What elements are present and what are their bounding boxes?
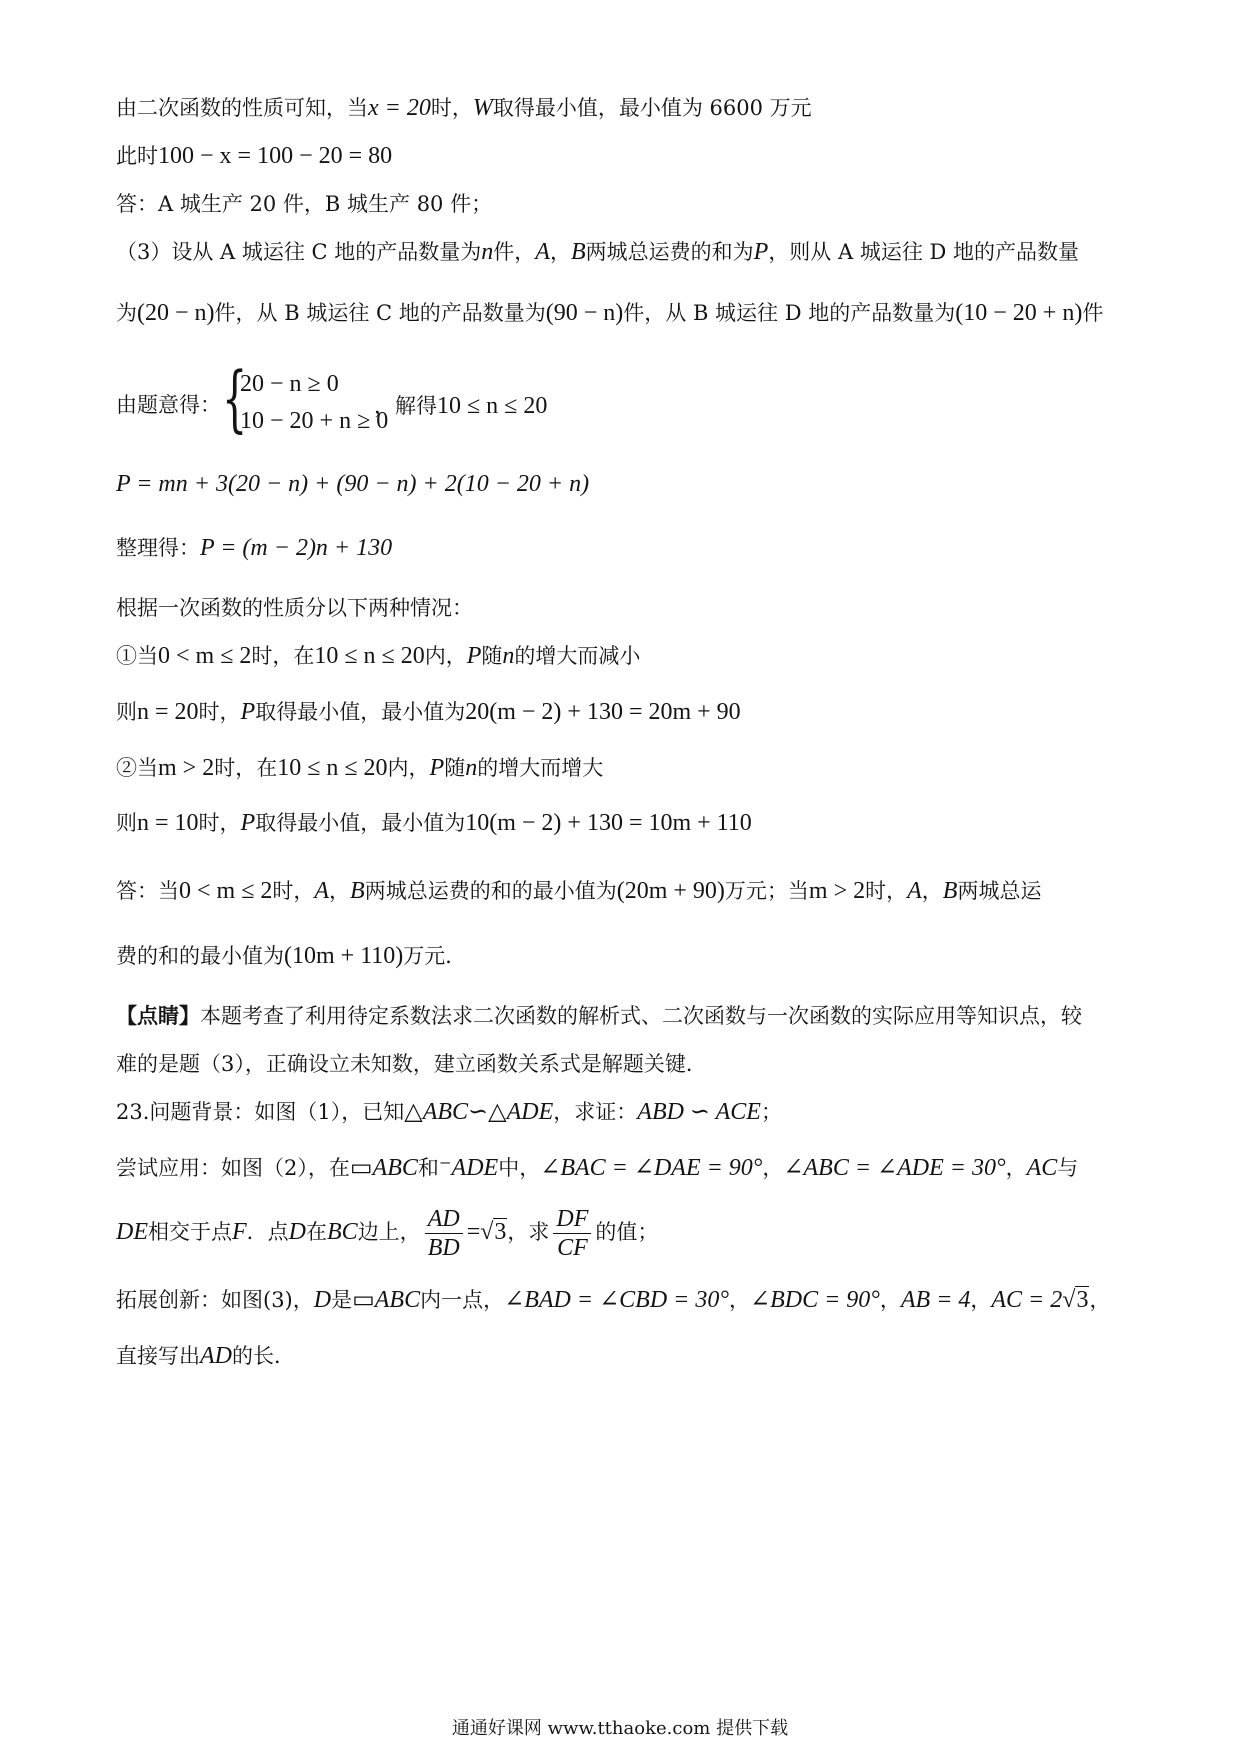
math: ABD ∽ ACE (637, 1099, 761, 1125)
text: （3）设从 A 城运往 C 地的产品数量为 (116, 240, 482, 264)
text: 随 (481, 644, 503, 668)
text: 件，从 B 城运往 C 地的产品数量为 (214, 301, 546, 325)
math: ∠BAD = ∠CBD = 30° (504, 1287, 729, 1313)
text: 万元；当 (724, 879, 809, 903)
math: n = 20 (137, 699, 199, 725)
text: 两城总运费的和为 (585, 240, 754, 264)
text: 为 (116, 301, 137, 325)
page-footer: 通通好课网 www.tthaoke.com 提供下载 (451, 1718, 789, 1739)
math: = (466, 1219, 481, 1245)
text-line (116, 298, 1103, 328)
math: (20 − n) (137, 300, 215, 326)
math: m > 2 (158, 755, 215, 781)
math: ▭ABC (349, 1155, 418, 1181)
text-line (116, 1341, 295, 1371)
math: m > 2 (808, 878, 866, 904)
text: 两城总运费的和的最小值为 (364, 879, 617, 903)
text: 和 (417, 1156, 439, 1180)
text: 内， (424, 644, 467, 668)
text-line (116, 753, 603, 783)
text: ，求 (507, 1220, 550, 1244)
text: 相交于点 (148, 1220, 232, 1244)
math: P (240, 699, 256, 725)
text-line (116, 141, 392, 171)
math: n (502, 643, 515, 669)
math: B (570, 239, 586, 265)
math: 10 ≤ n ≤ 20 (314, 643, 425, 669)
text: ， (549, 240, 571, 264)
text: ， (1089, 1288, 1111, 1312)
text: 随 (444, 756, 466, 780)
text: 的值； (595, 1220, 659, 1244)
text-line (116, 189, 492, 219)
math: AD (200, 1343, 232, 1369)
math: D (313, 1287, 332, 1313)
text: 时， (272, 879, 315, 903)
math: n (481, 239, 494, 265)
radicand: 3 (1076, 1287, 1089, 1313)
math: F (232, 1219, 247, 1245)
math: △ABC∽△ADE (404, 1099, 554, 1125)
text: ，则从 A 城运往 D 地的产品数量 (768, 240, 1080, 264)
text-line (116, 641, 640, 671)
text: 件， (493, 240, 536, 264)
math: P (429, 755, 445, 781)
math: ∠BDC = 90° (749, 1287, 880, 1313)
math: B (942, 878, 958, 904)
text: 时， (198, 811, 241, 835)
text: 答：A 城生产 20 件，B 城生产 80 件； (116, 192, 493, 216)
square-root: √3 (480, 1219, 507, 1245)
text: 中， (498, 1156, 541, 1180)
text: 则 (116, 811, 137, 835)
math: B (350, 878, 365, 904)
text: 时， (430, 96, 473, 120)
text-line (116, 876, 1041, 906)
text-line (116, 1285, 1110, 1315)
math: (10m + 110) (284, 943, 404, 969)
fraction (425, 1205, 463, 1262)
math: ▭ABC (352, 1287, 421, 1313)
text: ； (760, 1100, 782, 1124)
math: P (466, 643, 482, 669)
math: ⁻ADE (438, 1155, 499, 1181)
math: (20m + 90) (616, 878, 725, 904)
text-line (116, 1153, 1078, 1183)
math: 10(m − 2) + 130 = 10m + 110 (465, 810, 752, 836)
text: 【点睛】 (116, 1003, 200, 1028)
math: A (907, 878, 922, 904)
text: 的长． (232, 1344, 295, 1368)
math: 10 ≤ n ≤ 20 (437, 393, 548, 419)
text-line (116, 93, 812, 123)
text: 万元． (403, 944, 467, 968)
math: AB = 4 (900, 1287, 971, 1313)
math: BC (327, 1219, 358, 1245)
text-line (116, 593, 473, 623)
text-line (116, 941, 466, 971)
text: 此时 (116, 144, 158, 168)
fraction-denominator: BD (427, 1235, 460, 1261)
math: 100 − x = 100 − 20 = 80 (158, 143, 393, 169)
fraction (553, 1205, 591, 1262)
text: ②当 (116, 756, 158, 780)
text: 是 (331, 1288, 353, 1312)
text: 取得最小值，最小值为 (255, 811, 466, 835)
text: ， (762, 1156, 784, 1180)
text: 件 (1082, 301, 1104, 325)
text: 尝试应用：如图（2），在 (116, 1156, 350, 1180)
text: ①当 (116, 644, 158, 668)
text: 时，在 (251, 644, 315, 668)
text: 两城总运 (957, 879, 1042, 903)
math: P (240, 810, 256, 836)
text: 的增大而减小 (514, 644, 641, 668)
text-line (116, 469, 589, 499)
math: AC = 2 (991, 1287, 1063, 1313)
text: 取得最小值，最小值为 6600 万元 (492, 96, 812, 120)
text: ， (329, 879, 351, 903)
fraction-numerator: DF (553, 1205, 591, 1234)
text: 难的是题（3），正确设立未知数，建立函数关系式是解题关键． (116, 1052, 707, 1076)
math: W (472, 95, 493, 121)
fraction-denominator: CF (557, 1235, 588, 1261)
text: 拓展创新：如图(3)， (116, 1288, 314, 1312)
text-line (116, 1202, 658, 1262)
math: P (753, 239, 769, 265)
math: ∠BAC = ∠DAE = 90° (540, 1155, 763, 1181)
text: ．点 (246, 1220, 289, 1244)
math: AC (1026, 1155, 1058, 1181)
math: x = 20 (368, 95, 431, 121)
math: (10 − 20 + n) (955, 300, 1083, 326)
text: 答：当 (116, 879, 179, 903)
text: ， (970, 1288, 992, 1312)
text: 由题意得： (116, 393, 221, 417)
text-line (116, 1049, 707, 1079)
math: n (465, 755, 478, 781)
math: A (314, 878, 330, 904)
text: ， (879, 1288, 901, 1312)
text: 内一点， (420, 1288, 505, 1312)
square-root: √3 (1062, 1287, 1089, 1313)
math: 20 − n ≥ 0 (240, 371, 339, 397)
text: 由二次函数的性质可知，当 (116, 96, 368, 120)
math: n = 10 (137, 810, 199, 836)
math: 10 ≤ n ≤ 20 (277, 755, 388, 781)
math: ∠ABC = ∠ADE = 30° (783, 1155, 1006, 1181)
text-line (116, 1097, 782, 1127)
math: 0 < m ≤ 2 (158, 643, 252, 669)
text: 的增大而增大 (477, 756, 604, 780)
text-line (116, 1001, 1082, 1031)
radicand: 3 (494, 1219, 507, 1245)
text: 与 (1057, 1156, 1079, 1180)
left-brace: { (222, 356, 248, 440)
text: 时， (198, 700, 241, 724)
text: 则 (116, 700, 137, 724)
text-line (116, 697, 741, 727)
text: ， (921, 879, 943, 903)
text: 时， (865, 879, 908, 903)
text-line (116, 533, 392, 563)
text: 23.问题背景：如图（1），已知 (116, 1100, 405, 1124)
math: (90 − n) (545, 300, 624, 326)
fraction-numerator: AD (425, 1205, 463, 1234)
text-line (116, 237, 1079, 267)
math: 20(m − 2) + 130 = 20m + 90 (465, 699, 741, 725)
text: 取得最小值，最小值为 (255, 700, 466, 724)
math: 0 < m ≤ 2 (179, 878, 273, 904)
math: P = (m − 2)n + 130 (200, 535, 393, 561)
text: 直接写出 (116, 1344, 200, 1368)
text: 费的和的最小值为 (116, 944, 284, 968)
text: ， (728, 1288, 750, 1312)
text: 内， (387, 756, 430, 780)
text-line (116, 808, 752, 838)
text: 边上， (357, 1220, 421, 1244)
text: 在 (306, 1220, 328, 1244)
text: ， (1005, 1156, 1027, 1180)
math: DE (116, 1219, 148, 1245)
text: ，求证： (553, 1100, 638, 1124)
math: A (535, 239, 550, 265)
math: 10 − 20 + n ≥ 0 (240, 408, 389, 434)
text: ，解得 (374, 394, 437, 418)
text: 本题考查了利用待定系数法求二次函数的解析式、二次函数与一次函数的实际应用等知识点，较 (200, 1004, 1082, 1028)
text: 整理得： (116, 536, 200, 560)
math: P = mn + 3(20 − n) + (90 − n) + 2(10 − 20 + n) (116, 471, 590, 497)
text: 根据一次函数的性质分以下两种情况： (116, 596, 473, 620)
math: D (288, 1219, 307, 1245)
text: 件，从 B 城运往 D 地的产品数量为 (623, 301, 956, 325)
text: 时，在 (214, 756, 278, 780)
